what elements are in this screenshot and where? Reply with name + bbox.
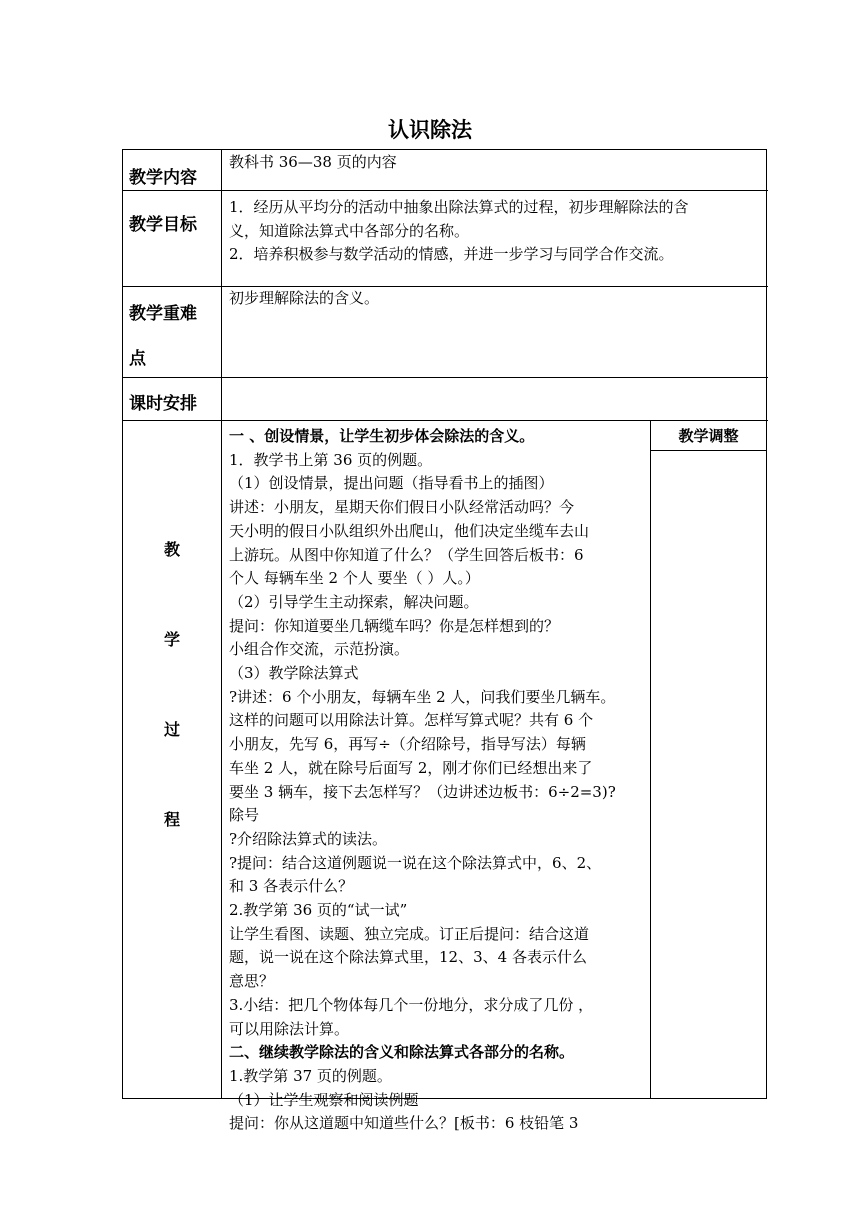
process-line: 天小明的假日小队组织外出爬山，他们决定坐缆车去山 — [229, 521, 590, 540]
process-text — [229, 425, 616, 1136]
content-label: 教学内容 — [129, 168, 197, 188]
row-divider — [123, 420, 768, 421]
process-line: 提问：你从这道题中知道些什么？[板书：6 枝铅笔 3 — [229, 1114, 579, 1133]
goals-label: 教学目标 — [129, 215, 197, 235]
process-line: ?介绍除法算式的读法。 — [229, 829, 388, 848]
process-line: 二、继续教学除法的含义和除法算式各部分的名称。 — [229, 1043, 575, 1062]
focus-label-line2: 点 — [129, 349, 146, 369]
focus-text: 初步理解除法的含义。 — [229, 289, 380, 307]
process-line: 小朋友，先写 6，再写÷（介绍除号，指导写法）每辆 — [229, 735, 586, 754]
process-line: 车坐 2 人，就在除号后面写 2，刚才你们已经想出来了 — [229, 758, 593, 777]
process-line: 可以用除法计算。 — [229, 1019, 350, 1038]
row-divider — [123, 286, 768, 287]
goals-line: 1．经历从平均分的活动中抽象出除法算式的过程，初步理解除法的含 — [229, 198, 689, 216]
goals-line: 2．培养积极参与数学活动的情感，并进一步学习与同学合作交流。 — [229, 245, 674, 263]
process-line: （1）让学生观察和阅读例题 — [229, 1090, 419, 1109]
process-line: （1）创设情景，提出问题（指导看书上的插图） — [229, 474, 554, 493]
adjust-header: 教学调整 — [678, 427, 739, 445]
process-line: 提问：你知道要坐几辆缆车吗？你是怎样想到的？ — [229, 616, 560, 635]
content-text: 教科书 36—38 页的内容 — [229, 153, 397, 171]
process-line: 1.教学第 37 页的例题。 — [229, 1066, 392, 1085]
process-line: 和 3 各表示什么？ — [229, 877, 354, 896]
process-label-char: 学 — [163, 630, 180, 649]
process-line: 这样的问题可以用除法计算。怎样写算式呢？共有 6 个 — [229, 711, 594, 730]
adjust-header-divider — [650, 450, 767, 451]
process-line: 意思？ — [229, 972, 275, 991]
process-line: 要坐 3 辆车，接下去怎样写？（边讲述边板书：6÷2=3)? — [229, 782, 616, 801]
process-line: （3）教学除法算式 — [229, 664, 359, 683]
process-line: ?讲述：6 个小朋友，每辆车坐 2 人，问我们要坐几辆车。 — [229, 687, 616, 706]
process-line: 题，说一说在这个除法算式里，12、3、4 各表示什么 — [229, 948, 587, 967]
process-line: ?提问：结合这道例题说一说在这个除法算式中，6、2、 — [229, 853, 602, 872]
process-line: 一 、创设情景，让学生初步体会除法的含义。 — [229, 427, 535, 445]
column-divider — [221, 150, 222, 1098]
lesson-plan-table — [122, 149, 767, 1133]
focus-label-line1: 教学重难 — [129, 304, 197, 324]
process-line: （2）引导学生主动探索，解决问题。 — [229, 592, 479, 611]
process-label-char: 过 — [163, 720, 180, 739]
process-line: 小组合作交流，示范扮演。 — [229, 640, 410, 659]
process-line: 3.小结：把几个物体每几个一份地分，求分成了几份 ， — [229, 995, 594, 1014]
goals-line: 义，知道除法算式中各部分的名称。 — [229, 221, 470, 240]
process-line: 让学生看图、读题、独立完成。订正后提问：结合这道 — [229, 924, 590, 943]
process-line: 2.教学第 36 页的“试一试” — [229, 901, 408, 920]
process-line: 上游玩。从图中你知道了什么？（学生回答后板书：6 — [229, 545, 584, 564]
row-divider — [123, 377, 768, 378]
process-label-char: 教 — [163, 540, 180, 559]
document-title: 认识除法 — [388, 118, 472, 142]
row-divider — [123, 190, 768, 191]
goals-text — [229, 196, 689, 267]
adjust-column-divider — [650, 420, 651, 1098]
process-line: 讲述：小朋友，星期天你们假日小队经常活动吗？今 — [229, 498, 575, 517]
schedule-label: 课时安排 — [129, 394, 197, 414]
process-label-char: 程 — [163, 810, 180, 829]
process-line: 除号 — [229, 806, 260, 825]
process-line: 1．教学书上第 36 页的例题。 — [229, 450, 433, 469]
process-line: 个人 每辆车坐 2 个人 要坐（ ）人。） — [229, 569, 480, 588]
